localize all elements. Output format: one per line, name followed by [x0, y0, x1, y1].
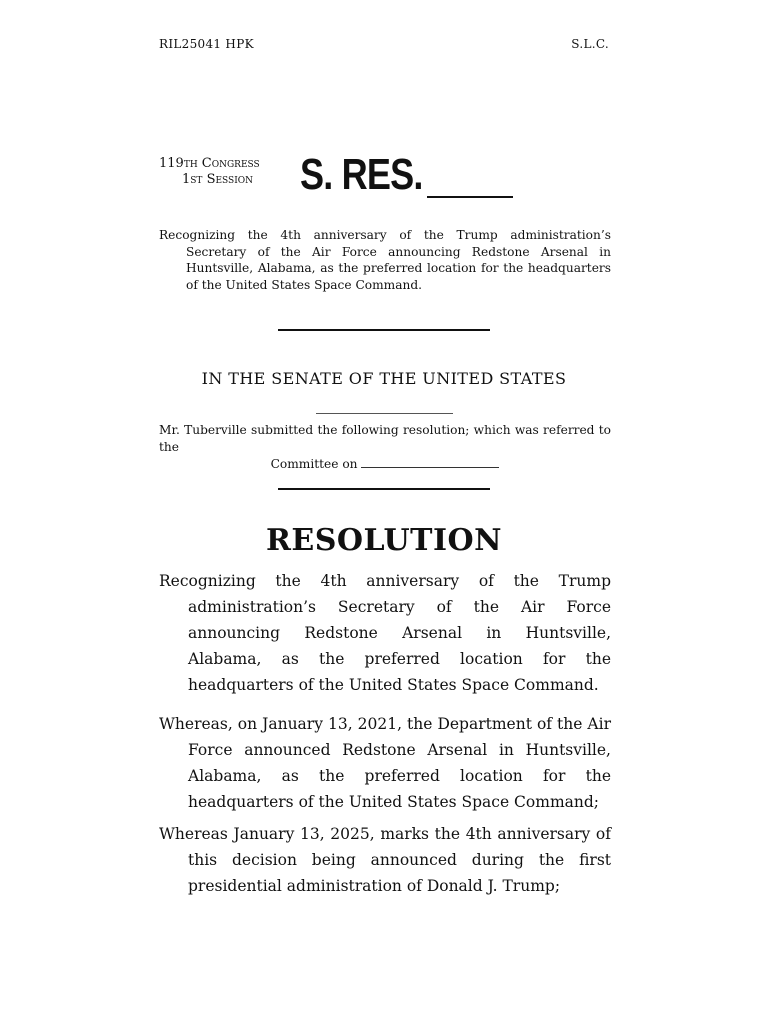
measure-number-blank	[427, 196, 513, 198]
bill-code: RIL25041 HPK	[159, 37, 254, 51]
divider-rule-thin	[316, 413, 453, 414]
committee-line	[159, 456, 611, 473]
slc-label: S.L.C.	[571, 37, 609, 51]
whereas-clause	[159, 821, 611, 899]
divider-rule	[278, 488, 490, 490]
committee-label: Committee on	[270, 457, 358, 471]
divider-rule	[278, 329, 490, 331]
congress-session: 1st Session	[182, 172, 254, 187]
resolution-heading: RESOLUTION	[265, 523, 503, 558]
full-title	[159, 568, 611, 698]
whereas-clause	[159, 711, 611, 815]
congress-session-block	[159, 156, 260, 188]
short-title-text: Recognizing the 4th anniversary of the Trump administration’s Secretary of the Air Force announcing Redstone Arsenal in Huntsville, Alabama, as the preferred location for the headquarters of the United States Space Command.	[159, 228, 611, 292]
measure-type: S. RES.	[300, 150, 423, 199]
whereas-clause-text: Whereas, on January 13, 2021, the Department of the Air Force announced Redstone Arsenal in Huntsville, Alabama, as the preferred location for the headquarters of the United States Space Command;	[159, 715, 611, 811]
chamber-heading: IN THE SENATE OF THE UNITED STATES	[201, 369, 567, 388]
congress-number: 119th Congress	[159, 156, 260, 171]
whereas-clause-text: Whereas January 13, 2025, marks the 4th anniversary of this decision being announced during the first presidential administration of Donald J. Trump;	[159, 825, 611, 895]
sponsor-text: Mr. Tuberville submitted the following resolution; which was referred to the	[159, 423, 611, 454]
sponsor-statement	[159, 422, 611, 473]
short-title	[159, 227, 611, 293]
full-title-text: Recognizing the 4th anniversary of the Trump administration’s Secretary of the Air Force announcing Redstone Arsenal in Huntsville, Alabama, as the preferred location for the headquarters of the United States Space Command.	[159, 572, 611, 694]
committee-name-blank	[361, 456, 499, 468]
